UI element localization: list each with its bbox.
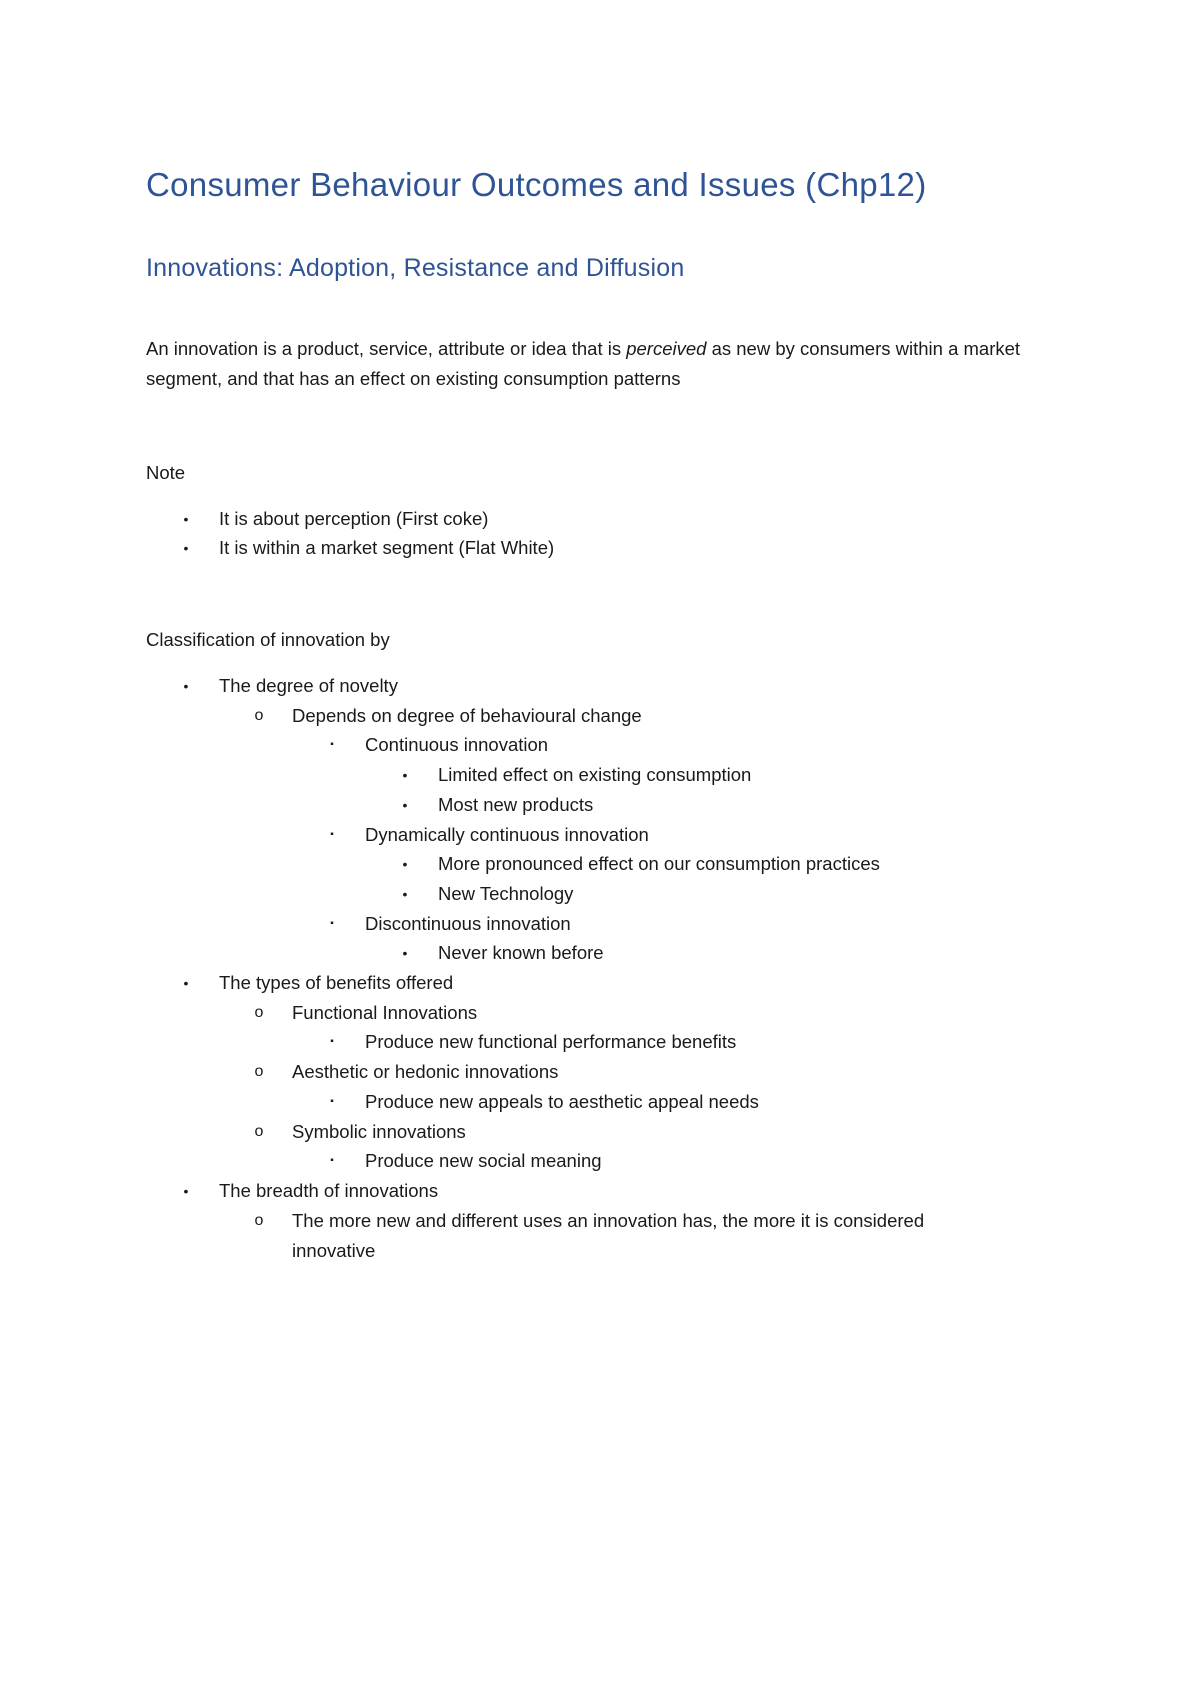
list-bullet-icon: • (402, 856, 408, 872)
outline-item: Never known before (438, 942, 604, 963)
list-bullet-icon: • (402, 767, 408, 783)
outline-item: More pronounced effect on our consumption practices (438, 853, 880, 874)
outline-item: Continuous innovation (365, 734, 549, 755)
list-bullet-icon: o (254, 707, 264, 724)
intro-text-before: An innovation is a product, service, attribute or idea that is (146, 338, 627, 359)
list-bullet-icon: ▪ (330, 1155, 334, 1166)
list-bullet-icon: o (254, 1004, 264, 1021)
outline-item: Aesthetic or hedonic innovations (292, 1061, 559, 1082)
list-bullet-icon: • (402, 797, 408, 813)
outline-item: The more new and different uses an innovation has, the more it is considered innovative (292, 1210, 925, 1261)
outline-item: New Technology (438, 883, 574, 904)
intro-paragraph (146, 334, 1076, 394)
outline-item: Depends on degree of behavioural change (292, 705, 642, 726)
outline-item: Produce new functional performance benefits (365, 1031, 737, 1052)
outline-item: Limited effect on existing consumption (438, 764, 752, 785)
list-bullet-icon: • (402, 945, 408, 961)
list-bullet-icon: ▪ (330, 1096, 334, 1107)
list-bullet-icon: ▪ (330, 1036, 334, 1047)
list-bullet-icon: o (254, 1123, 264, 1140)
outline-item: The types of benefits offered (219, 972, 454, 993)
outline-item: Functional Innovations (292, 1002, 478, 1023)
outline-item: Produce new social meaning (365, 1150, 602, 1171)
outline-item: Discontinuous innovation (365, 913, 571, 934)
outline-item: Dynamically continuous innovation (365, 824, 649, 845)
outline-item: The breadth of innovations (219, 1180, 439, 1201)
list-bullet-icon: o (254, 1063, 264, 1080)
list-bullet-icon: o (254, 1212, 264, 1229)
list-bullet-icon: ▪ (330, 918, 334, 929)
list-bullet-icon: ▪ (330, 829, 334, 840)
list-bullet-icon: • (183, 975, 189, 991)
list-bullet-icon: • (402, 886, 408, 902)
outline-item: The degree of novelty (219, 675, 398, 696)
note-label: Note (146, 462, 186, 483)
list-bullet-icon: • (183, 540, 189, 556)
section-heading: Innovations: Adoption, Resistance and Diffusion (146, 254, 685, 282)
document-title: Consumer Behaviour Outcomes and Issues (Chp12) (146, 166, 927, 203)
intro-emphasis: perceived (626, 338, 707, 359)
classification-label: Classification of innovation by (146, 629, 390, 650)
list-bullet-icon: • (183, 511, 189, 527)
intro-text-after: as new by consumers within a market segment, and that has an effect on existing consumption patterns (146, 338, 1021, 389)
list-bullet-icon: • (183, 678, 189, 694)
outline-item: Symbolic innovations (292, 1121, 466, 1142)
list-bullet-icon: ▪ (330, 739, 334, 750)
outline-item: Most new products (438, 794, 594, 815)
list-bullet-icon: • (183, 1183, 189, 1199)
outline-item: Produce new appeals to aesthetic appeal needs (365, 1091, 759, 1112)
note-list-item: It is within a market segment (Flat White) (219, 537, 555, 558)
note-list-item: It is about perception (First coke) (219, 508, 489, 529)
